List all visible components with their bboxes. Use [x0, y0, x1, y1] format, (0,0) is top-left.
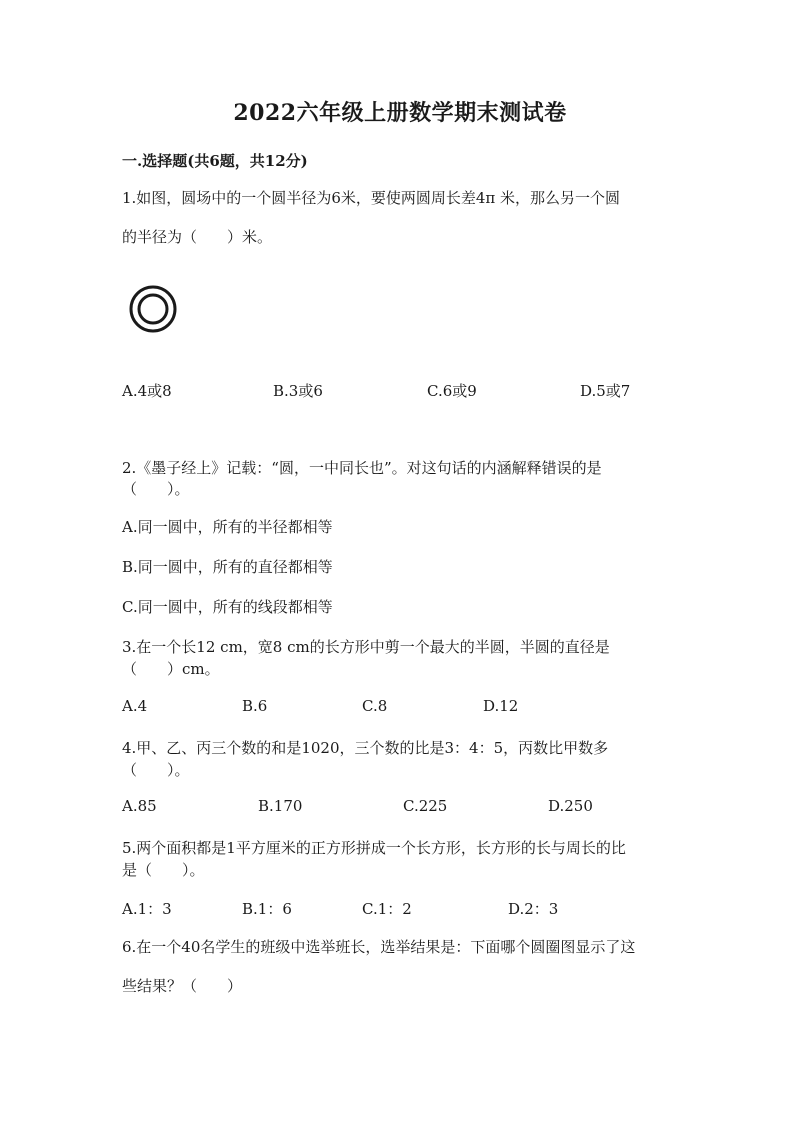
q3-option-c[interactable]: C.8 [362, 697, 388, 715]
q4-text-line1: 4.甲、乙、丙三个数的和是1020，三个数的比是3：4：5，丙数比甲数多 [122, 739, 609, 757]
q1-text-line1: 1.如图，圆场中的一个圆半径为6米，要使两圆周长差4π 米，那么另一个圆 [122, 189, 621, 207]
q3-option-d[interactable]: D.12 [483, 697, 519, 715]
q4-option-d[interactable]: D.250 [548, 797, 593, 815]
q2-text-line2: （ ）。 [122, 480, 190, 498]
q5-text-line2: 是（ ）。 [122, 861, 205, 879]
q1-option-c[interactable]: C.6或9 [427, 382, 477, 400]
q4-option-b[interactable]: B.170 [258, 797, 303, 815]
q2-text-line1: 2.《墨子经上》记载：“圆，一中同长也”。对这句话的内涵解释错误的是 [122, 459, 602, 477]
q6-text-line1: 6.在一个40名学生的班级中选举班长，选举结果是：下面哪个圆圈图显示了这 [122, 938, 636, 956]
q2-option-c[interactable]: C.同一圆中，所有的线段都相等 [122, 598, 333, 616]
q1-option-d[interactable]: D.5或7 [580, 382, 631, 400]
q3-option-b[interactable]: B.6 [242, 697, 268, 715]
concentric-circles-figure [128, 284, 178, 334]
page-title: 2022六年级上册数学期末测试卷 [233, 100, 567, 126]
q3-text-line2: （ ）cm。 [122, 660, 220, 678]
q4-option-c[interactable]: C.225 [403, 797, 448, 815]
q3-option-a[interactable]: A.4 [122, 697, 148, 715]
q1-option-a[interactable]: A.4或8 [122, 382, 172, 400]
q2-option-a[interactable]: A.同一圆中，所有的半径都相等 [122, 518, 333, 536]
q3-text-line1: 3.在一个长12 cm，宽8 cm的长方形中剪一个最大的半圆，半圆的直径是 [122, 638, 610, 656]
q4-text-line2: （ ）。 [122, 761, 190, 779]
section-heading: 一.选择题(共6题，共12分) [122, 152, 308, 170]
q5-option-b[interactable]: B.1：6 [242, 900, 292, 918]
q5-option-d[interactable]: D.2：3 [508, 900, 559, 918]
q5-text-line1: 5.两个面积都是1平方厘米的正方形拼成一个长方形，长方形的长与周长的比 [122, 839, 626, 857]
q1-option-b[interactable]: B.3或6 [273, 382, 323, 400]
q1-text-line2: 的半径为（ ）米。 [122, 228, 273, 246]
q4-option-a[interactable]: A.85 [122, 797, 157, 815]
q6-text-line2: 些结果？（ ） [122, 977, 243, 995]
q5-option-c[interactable]: C.1：2 [362, 900, 412, 918]
q5-option-a[interactable]: A.1：3 [122, 900, 172, 918]
q2-option-b[interactable]: B.同一圆中，所有的直径都相等 [122, 558, 333, 576]
